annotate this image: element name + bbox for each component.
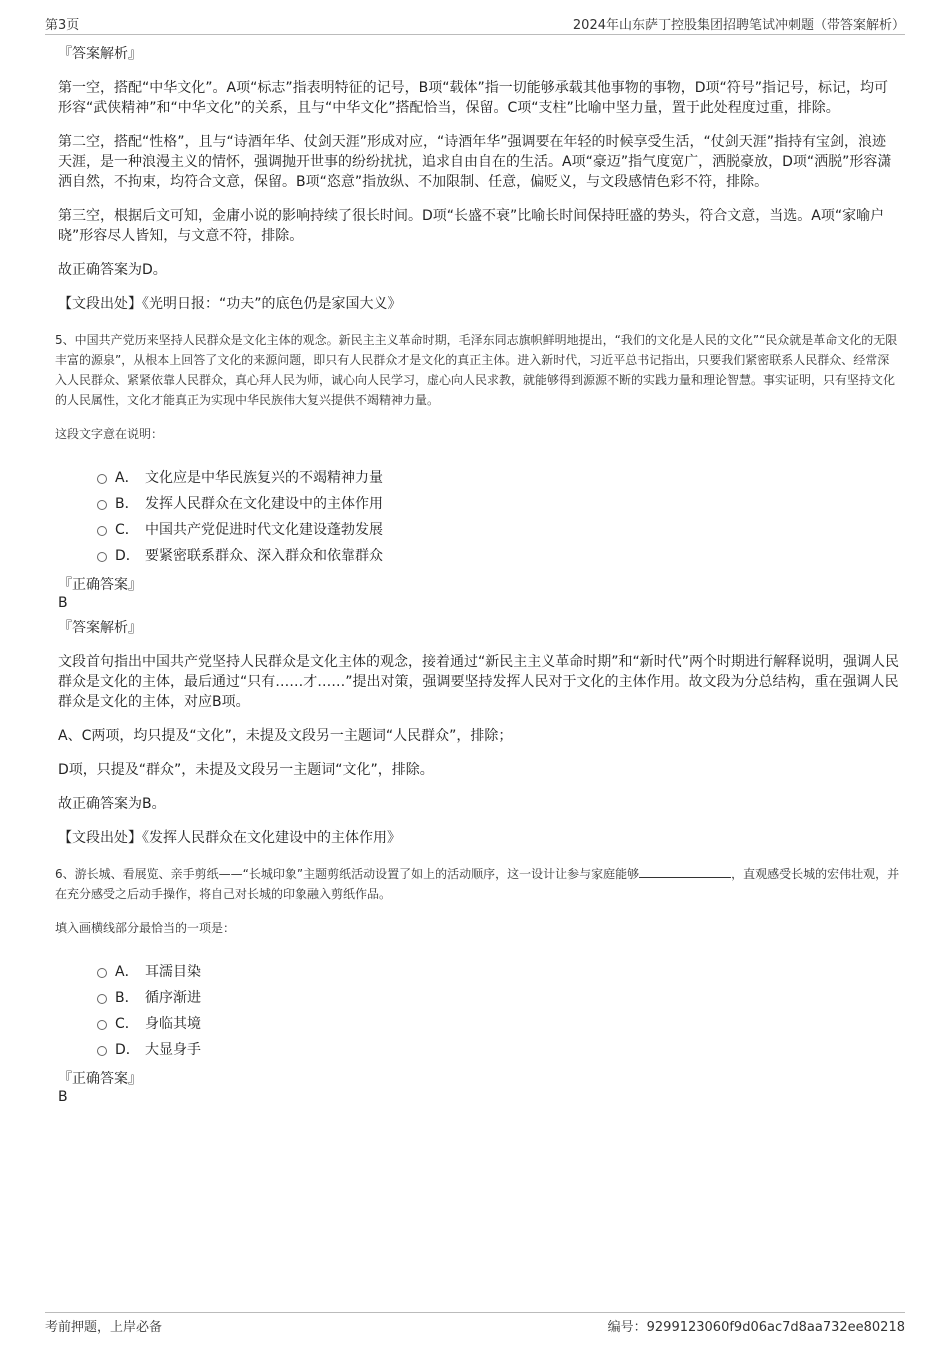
correct-answer-label: 『正确答案』 xyxy=(58,577,142,593)
radio-icon[interactable] xyxy=(97,474,107,484)
footer-slogan: 考前押题，上岸必备 xyxy=(45,1320,163,1335)
option-d[interactable]: D． 要紧密联系群众、深入群众和依靠群众 xyxy=(97,542,900,568)
analysis-paragraph: A、C两项，均只提及“文化”，未提及文段另一主题词“人民群众”，排除； xyxy=(58,728,513,744)
option-c[interactable]: C． 中国共产党促进时代文化建设蓬勃发展 xyxy=(97,516,900,542)
option-d[interactable]: D． 大显身手 xyxy=(97,1036,900,1062)
document-body xyxy=(55,44,900,1112)
page-number: 第3页 xyxy=(45,18,80,33)
analysis-conclusion: 故正确答案为B。 xyxy=(58,796,166,812)
option-a[interactable]: A． 耳濡目染 xyxy=(97,958,900,984)
analysis-paragraph: 第三空，根据后文可知，金庸小说的影响持续了很长时间。D项“长盛不衰”比喻长时间保持旺盛的势头，符合文意，当选。A项“家喻户晓”形容尽人皆知，与文意不符，排除。 xyxy=(58,208,885,244)
correct-answer: B xyxy=(58,595,68,611)
passage-source: 【文段出处】《发挥人民群众在文化建设中的主体作用》 xyxy=(58,830,401,846)
document-id: 编号：9299123060f9d06ac7d8aa732ee80218 xyxy=(607,1320,905,1335)
question-5-options xyxy=(97,464,900,568)
question-6-prompt: 填入画横线部分最恰当的一项是： xyxy=(55,921,236,935)
question-5-prompt: 这段文字意在说明： xyxy=(55,427,164,441)
analysis-paragraph: 文段首句指出中国共产党坚持人民群众是文化主体的观念，接着通过“新民主主义革命时期”和“新时代”两个时期进行解释说明，强调人民群众是文化的主体，最后通过“只有……才……”提出对策，强调要坚持发挥人民对于文化的主体作用。故文段为分总结构，重在强调人民群众是文化的主体，对应B项。 xyxy=(58,654,900,710)
option-c[interactable]: C． 身临其境 xyxy=(97,1010,900,1036)
passage-source: 【文段出处】《光明日报：“功夫”的底色仍是家国大义》 xyxy=(58,296,402,312)
fill-blank xyxy=(639,865,731,878)
radio-icon[interactable] xyxy=(97,994,107,1004)
analysis-conclusion: 故正确答案为D。 xyxy=(58,262,167,278)
analysis-paragraph: D项，只提及“群众”，未提及文段另一主题词“文化”，排除。 xyxy=(58,762,434,778)
radio-icon[interactable] xyxy=(97,500,107,510)
document-title: 2024年山东萨丁控股集团招聘笔试冲刺题（带答案解析） xyxy=(572,18,905,33)
question-6-stem: 6、游长城、看展览、亲手剪纸——“长城印象”主题剪纸活动设置了如上的活动顺序，这一设计让参与家庭能够 ，直观感受长城的宏伟壮观，并在充分感受之后动手操作，将自己对长城的印象融入剪纸作品。 xyxy=(55,867,900,901)
analysis-paragraph: 第二空，搭配“性格”，且与“诗酒年华、仗剑天涯”形成对应，“诗酒年华”强调要在年轻的时候享受生活，“仗剑天涯”指持有宝剑，浪迹天涯，是一种浪漫主义的情怀，强调抛开世事的纷纷扰扰，追求自由自在的生活。A项“豪迈”指气度宽广，洒脱豪放，D项“洒脱”形容潇洒自然，不拘束，均符合文意，保留。B项“恣意”指放纵、不加限制、任意，偏贬义，与文段感情色彩不符，排除。 xyxy=(58,134,892,190)
correct-answer: B xyxy=(58,1089,68,1105)
correct-answer-label: 『正确答案』 xyxy=(58,1071,142,1087)
page-header xyxy=(45,12,905,35)
analysis-paragraph: 第一空，搭配“中华文化”。A项“标志”指表明特征的记号，B项“载体”指一切能够承载其他事物的事物，D项“符号”指记号，标记，均可形容“武侠精神”和“中华文化”的关系，且与“中华文化”搭配恰当，保留。C项“支柱”比喻中坚力量，置于此处程度过重，排除。 xyxy=(58,80,888,116)
radio-icon[interactable] xyxy=(97,1020,107,1030)
option-b[interactable]: B． 循序渐进 xyxy=(97,984,900,1010)
analysis-label: 『答案解析』 xyxy=(58,620,142,636)
radio-icon[interactable] xyxy=(97,552,107,562)
option-b[interactable]: B． 发挥人民群众在文化建设中的主体作用 xyxy=(97,490,900,516)
page-footer xyxy=(45,1312,905,1335)
question-5-stem: 5、中国共产党历来坚持人民群众是文化主体的观念。新民主主义革命时期，毛泽东同志旗帜鲜明地提出，“我们的文化是人民的文化”“民众就是革命文化的无限丰富的源泉”，从根本上回答了文化的来源问题，即只有人民群众才是文化的真正主体。进入新时代，习近平总书记指出，只要我们紧密联系人民群众、经常深入人民群众、紧紧依靠人民群众，真心拜人民为师，诚心向人民学习，虚心向人民求教，就能够得到源源不断的实践力量和理论智慧。事实证明，只有坚持文化的人民属性，文化才能真正为实现中华民族伟大复兴提供不竭精神力量。 xyxy=(55,333,898,407)
option-a[interactable]: A． 文化应是中华民族复兴的不竭精神力量 xyxy=(97,464,900,490)
question-6-options xyxy=(97,958,900,1062)
radio-icon[interactable] xyxy=(97,1046,107,1056)
radio-icon[interactable] xyxy=(97,526,107,536)
analysis-label: 『答案解析』 xyxy=(58,46,142,62)
radio-icon[interactable] xyxy=(97,968,107,978)
